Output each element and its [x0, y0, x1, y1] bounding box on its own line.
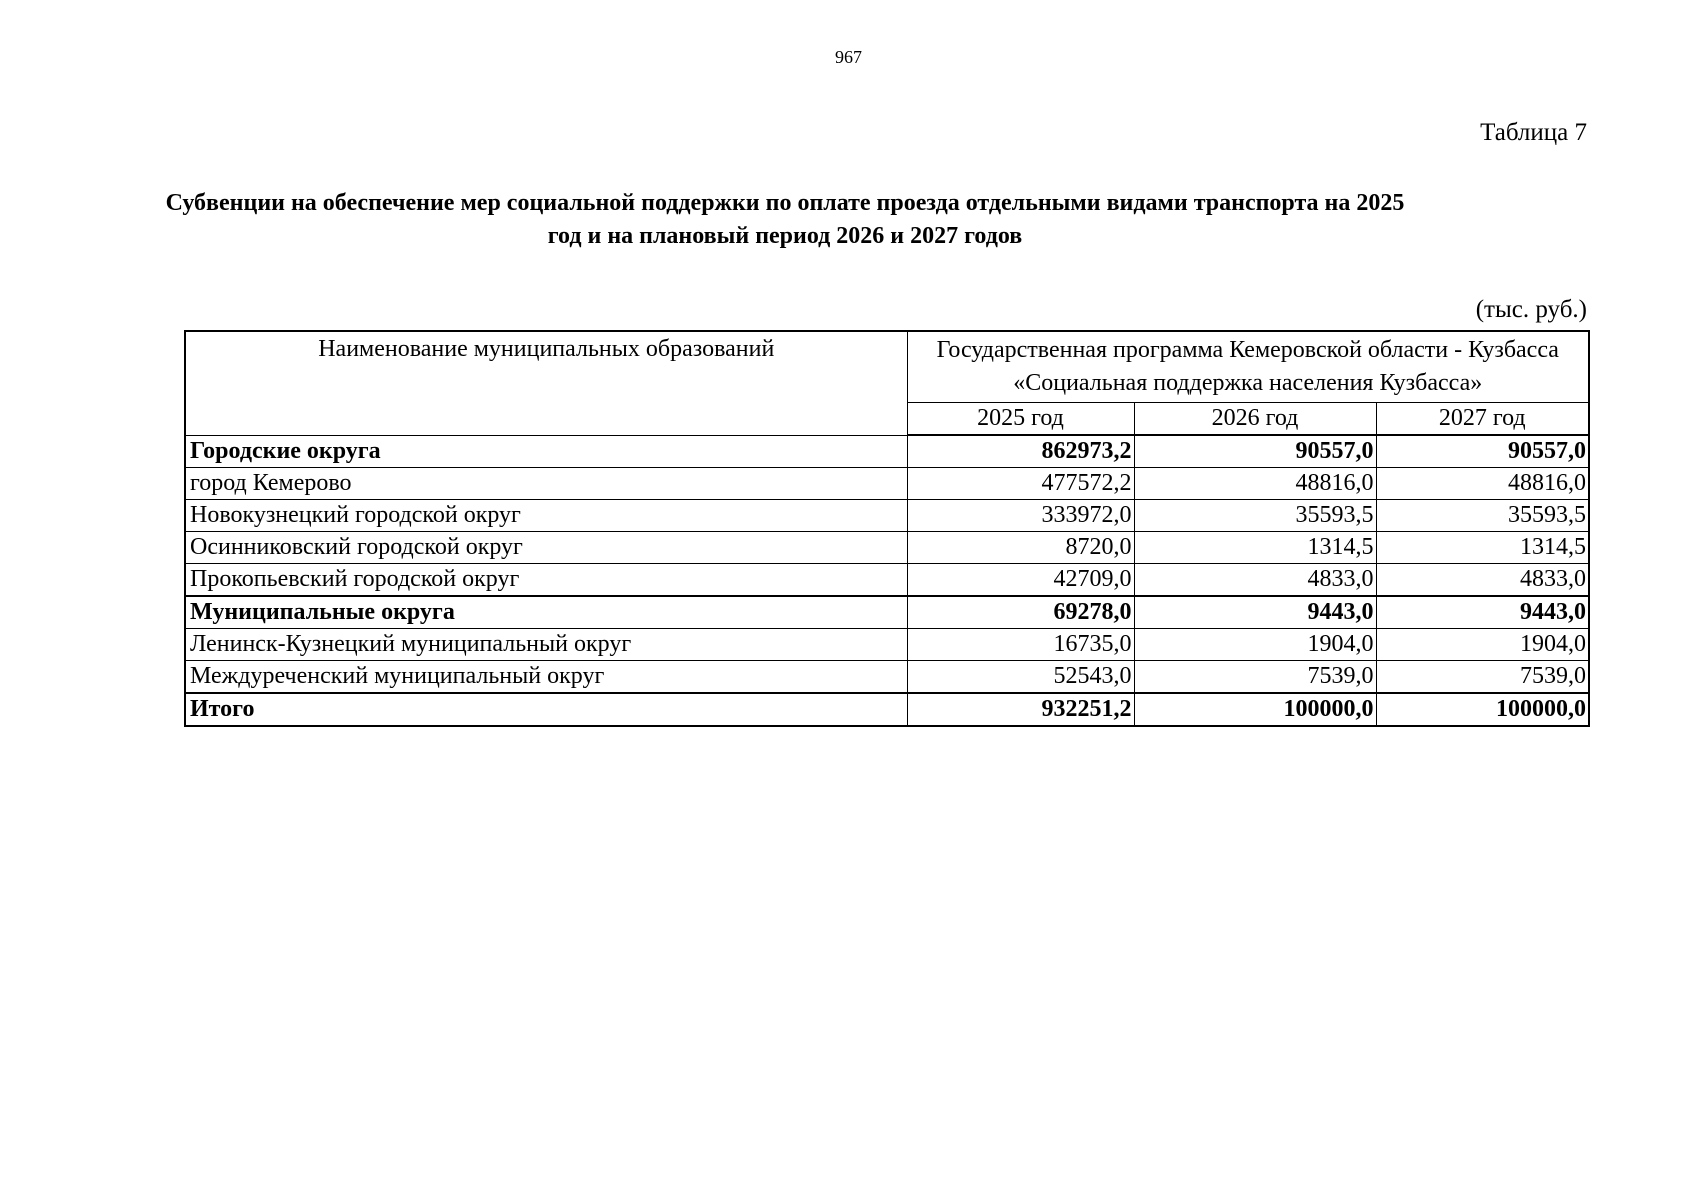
header-name-col: Наименование муниципальных образований	[185, 331, 907, 435]
header-year-2025: 2025 год	[907, 403, 1134, 436]
header-program: Государственная программа Кемеровской области - Кузбасса «Социальная поддержка населения Кузбасса»	[907, 331, 1589, 403]
row-value-2026: 90557,0	[1134, 435, 1376, 468]
row-name: Прокопьевский городской округ	[185, 564, 907, 597]
row-value-2025: 16735,0	[907, 629, 1134, 661]
row-name: Итого	[185, 693, 907, 726]
row-value-2027: 1904,0	[1376, 629, 1589, 661]
table-row	[185, 661, 1589, 694]
row-name: Междуреченский муниципальный округ	[185, 661, 907, 694]
row-value-2026: 48816,0	[1134, 468, 1376, 500]
row-value-2026: 4833,0	[1134, 564, 1376, 597]
units-label: (тыс. руб.)	[1475, 296, 1587, 323]
row-value-2027: 100000,0	[1376, 693, 1589, 726]
table-row	[185, 500, 1589, 532]
table-label: Таблица 7	[1480, 119, 1587, 146]
row-value-2026: 100000,0	[1134, 693, 1376, 726]
row-value-2027: 9443,0	[1376, 596, 1589, 629]
table-row	[185, 629, 1589, 661]
table-row	[185, 435, 1589, 468]
row-value-2026: 7539,0	[1134, 661, 1376, 694]
row-value-2026: 1904,0	[1134, 629, 1376, 661]
row-value-2026: 1314,5	[1134, 532, 1376, 564]
row-value-2025: 333972,0	[907, 500, 1134, 532]
row-value-2025: 52543,0	[907, 661, 1134, 694]
document-title: Субвенции на обеспечение мер социальной поддержки по оплате проезда отдельными видами транспорта на 2025 год и на плановый период 2026 и 2027 годов	[165, 190, 1405, 249]
table-row	[185, 596, 1589, 629]
row-value-2025: 8720,0	[907, 532, 1134, 564]
row-name: город Кемерово	[185, 468, 907, 500]
row-value-2025: 42709,0	[907, 564, 1134, 597]
page-number: 967	[835, 47, 862, 67]
row-value-2025: 932251,2	[907, 693, 1134, 726]
row-value-2025: 69278,0	[907, 596, 1134, 629]
table-row	[185, 532, 1589, 564]
row-name: Осинниковский городской округ	[185, 532, 907, 564]
row-value-2026: 9443,0	[1134, 596, 1376, 629]
row-name: Новокузнецкий городской округ	[185, 500, 907, 532]
table-row	[185, 693, 1589, 726]
row-value-2027: 7539,0	[1376, 661, 1589, 694]
row-value-2026: 35593,5	[1134, 500, 1376, 532]
row-value-2027: 35593,5	[1376, 500, 1589, 532]
row-value-2027: 1314,5	[1376, 532, 1589, 564]
header-year-2026: 2026 год	[1134, 403, 1376, 436]
subsidies-table	[184, 330, 1590, 727]
table-row	[185, 468, 1589, 500]
row-name: Городские округа	[185, 435, 907, 468]
row-value-2027: 48816,0	[1376, 468, 1589, 500]
table-body	[185, 435, 1589, 726]
row-value-2025: 477572,2	[907, 468, 1134, 500]
header-year-2027: 2027 год	[1376, 403, 1589, 436]
row-value-2025: 862973,2	[907, 435, 1134, 468]
table-row	[185, 564, 1589, 597]
row-value-2027: 90557,0	[1376, 435, 1589, 468]
table-header-row	[185, 331, 1589, 403]
row-value-2027: 4833,0	[1376, 564, 1589, 597]
row-name: Ленинск-Кузнецкий муниципальный округ	[185, 629, 907, 661]
row-name: Муниципальные округа	[185, 596, 907, 629]
